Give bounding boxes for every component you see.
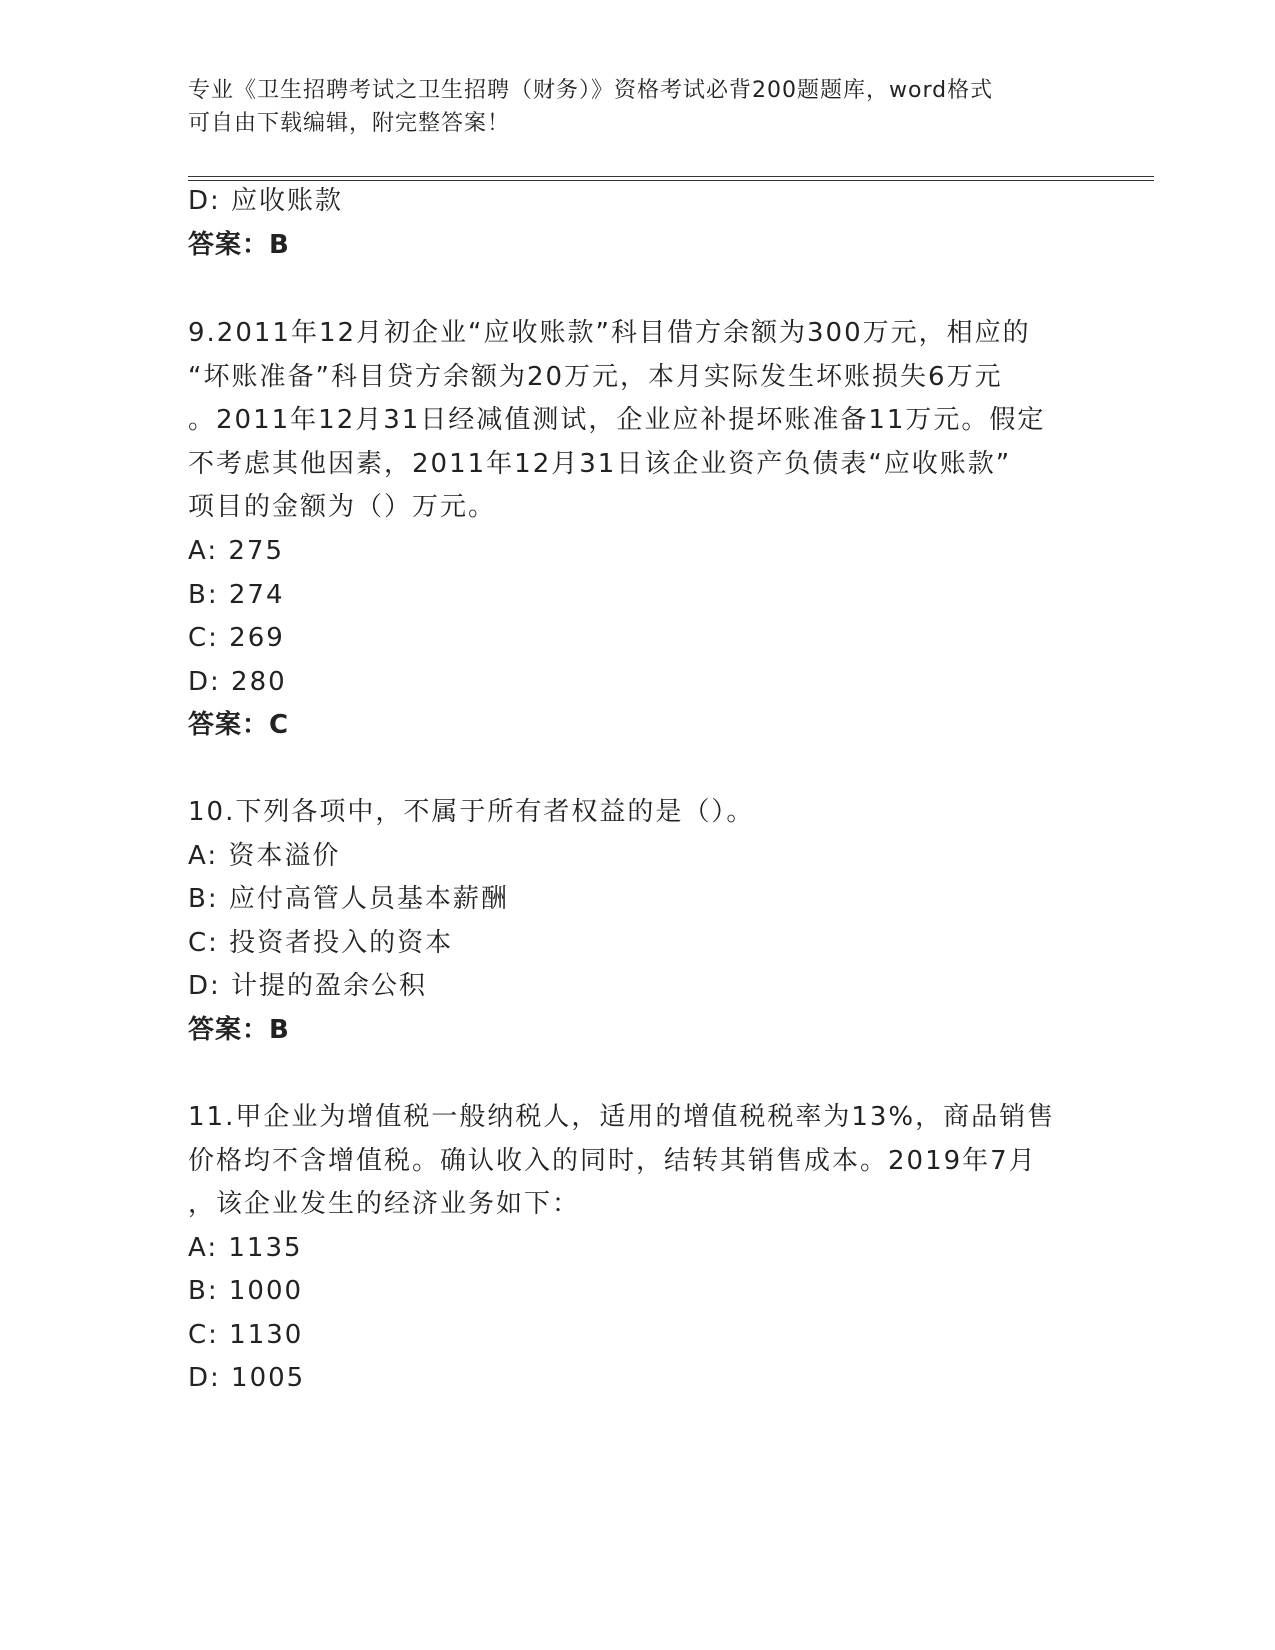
q10-option-b: B: 应付高管人员基本薪酬 — [188, 884, 509, 914]
header-title-line-2: 可自由下载编辑，附完整答案！ — [188, 111, 511, 136]
q9-stem-line-1: 9.2011年12月初企业“应收账款”科目借方余额为300万元，相应的 — [188, 318, 1031, 348]
q9-option-b: B: 274 — [188, 580, 285, 610]
header-title-line-1: 专业《卫生招聘考试之卫生招聘（财务）》资格考试必背200题题库，word格式 — [188, 78, 994, 103]
q11-stem-line-3: ，该企业发生的经济业务如下： — [188, 1189, 581, 1219]
q9-stem-line-2: “坏账准备”科目贷方余额为20万元，本月实际发生坏账损失6万元 — [188, 362, 1003, 392]
q11-option-c: C: 1130 — [188, 1320, 304, 1350]
q10-option-d: D: 计提的盈余公积 — [188, 971, 428, 1001]
q9-option-d: D: 280 — [188, 667, 287, 697]
document-header — [188, 74, 1088, 140]
q9-answer: 答案：C — [188, 710, 290, 740]
q10-stem: 10.下列各项中，不属于所有者权益的是（）。 — [188, 797, 755, 827]
header-divider — [188, 176, 1154, 181]
q11-stem-line-1: 11.甲企业为增值税一般纳税人，适用的增值税税率为13%，商品销售 — [188, 1102, 1056, 1132]
q9-option-c: C: 269 — [188, 623, 285, 653]
q10-answer: 答案：B — [188, 1015, 290, 1045]
q11-option-d: D: 1005 — [188, 1363, 306, 1393]
q9-option-a: A: 275 — [188, 536, 284, 566]
q9-stem-line-4: 不考虑其他因素，2011年12月31日该企业资产负债表“应收账款” — [188, 449, 1012, 479]
q11-option-a: A: 1135 — [188, 1233, 303, 1263]
q9-stem-line-3: 。2011年12月31日经减值测试，企业应补提坏账准备11万元。假定 — [188, 405, 1046, 435]
q9-stem-line-5: 项目的金额为（）万元。 — [188, 492, 497, 522]
q10-option-a: A: 资本溢价 — [188, 841, 341, 871]
q11-option-b: B: 1000 — [188, 1276, 304, 1306]
q11-stem-line-2: 价格均不含增值税。确认收入的同时，结转其销售成本。2019年7月 — [188, 1146, 1037, 1176]
prev-option-d: D: 应收账款 — [188, 186, 344, 216]
prev-answer: 答案：B — [188, 230, 290, 260]
q10-option-c: C: 投资者投入的资本 — [188, 928, 454, 958]
